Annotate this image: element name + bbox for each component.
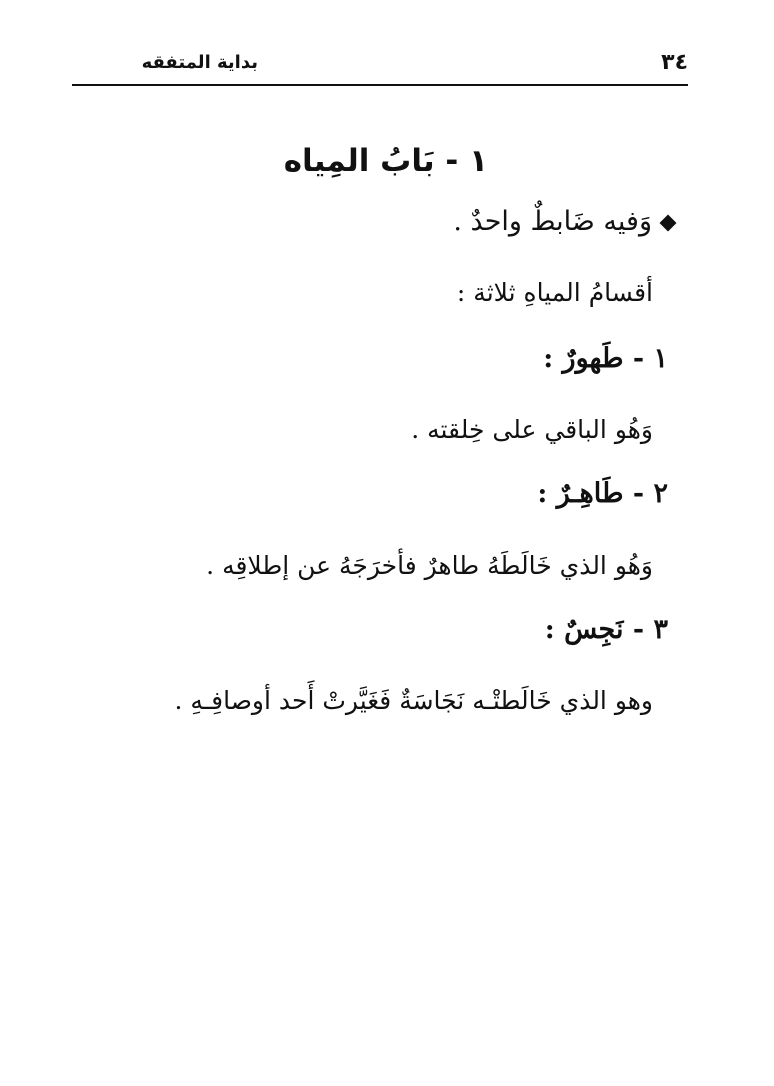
item-body-purifying: وَهُو الذي خَالَطَهُ طاهرٌ فأخرَجَهُ عن إطلاقِه .	[206, 551, 653, 580]
diamond-bullet-icon	[660, 214, 677, 231]
rule-text: وَفيه ضَابطٌ واحدٌ .	[453, 206, 652, 237]
item-body-impure: وهو الذي خَالَطتْـه نَجَاسَةٌ فَغَيَّرتْ أَحد أوصافِـهِ .	[174, 686, 653, 715]
item-heading-impure: ٣ - نَجِسٌ :	[544, 614, 668, 645]
page-header	[72, 50, 688, 86]
item-body-pure: وَهُو الباقي على خِلقته .	[411, 415, 653, 444]
item-heading-pure: ١ - طَهورٌ :	[543, 343, 668, 374]
intro-text: أقسامُ المياهِ ثلاثة :	[456, 278, 653, 307]
item-heading-purifying: ٢ - طَاهِـرٌ :	[537, 478, 668, 509]
running-title: بداية المتفقه	[141, 52, 258, 73]
page-number: ٣٤	[661, 50, 688, 75]
rule-line	[453, 206, 674, 237]
chapter-title: ١ - بَابُ المِياه	[283, 143, 488, 179]
